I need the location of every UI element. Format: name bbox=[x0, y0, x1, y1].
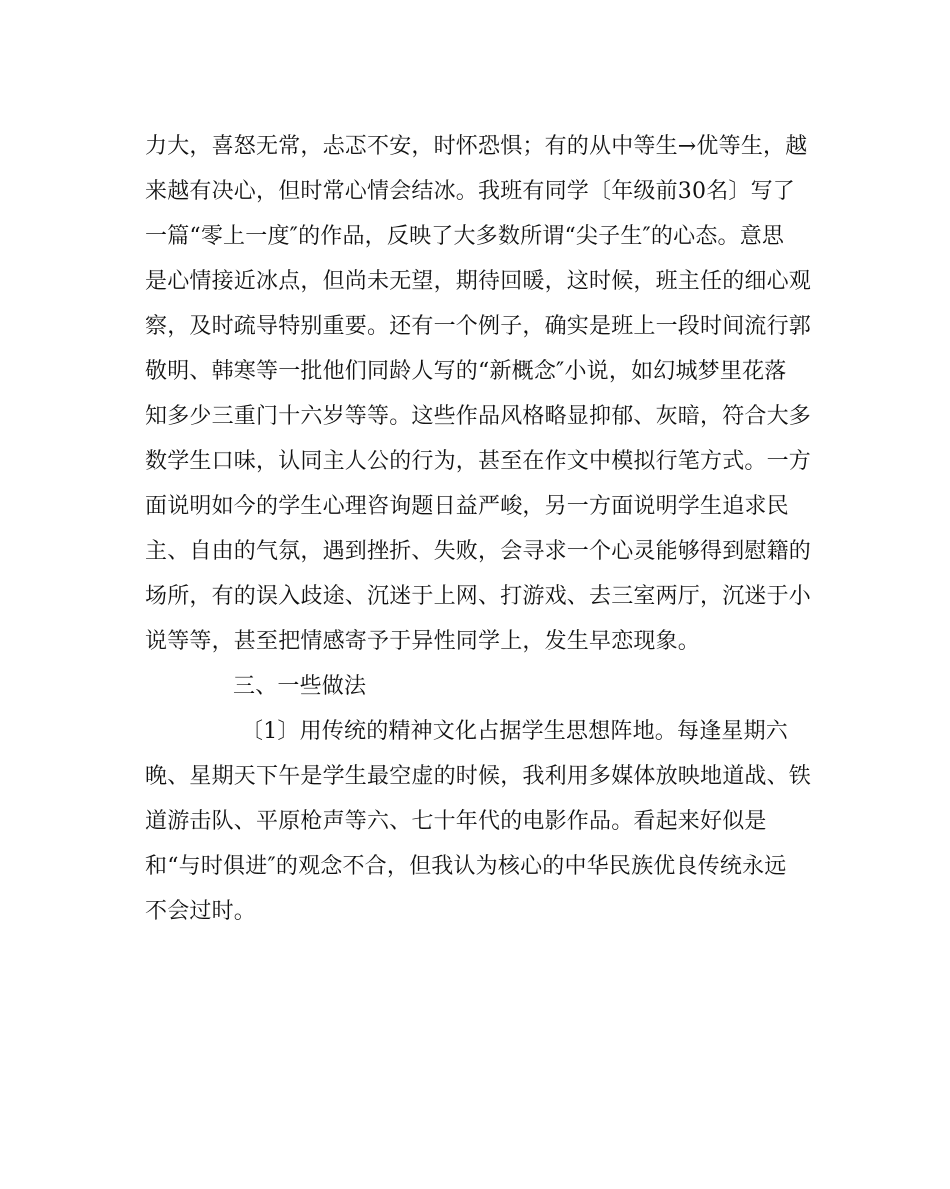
document-body bbox=[145, 124, 815, 934]
paragraph-line: 和“与时俱进″的观念不合，但我认为核心的中华民族优良传统永远 bbox=[145, 854, 787, 879]
paragraph-line: 晚、星期天下午是学生最空虚的时候，我利用多媒体放映地道战、铁 bbox=[145, 764, 812, 789]
paragraph-line: 数学生口味，认同主人公的行为，甚至在作文中模拟行笔方式。一方 bbox=[145, 449, 812, 474]
paragraph-line: 知多少三重门十六岁等等。这些作品风格略显抑郁、灰暗，符合大多 bbox=[145, 404, 812, 429]
paragraph-line: 力大，喜怒无常，忐忑不安，时怀恐惧；有的从中等生→优等生，越 bbox=[145, 134, 808, 159]
paragraph-line: 来越有决心，但时常心情会结冰。我班有同学〔年级前30名〕写了 bbox=[145, 179, 795, 204]
paragraph-line: 道游击队、平原枪声等六、七十年代的电影作品。看起来好似是 bbox=[145, 809, 767, 834]
paragraph-line: 察，及时疏导特别重要。还有一个例子，确实是班上一段时间流行郭 bbox=[145, 314, 812, 339]
paragraph-line: 主、自由的气氛，遇到挫折、失败，会寻求一个心灵能够得到慰籍的 bbox=[145, 539, 812, 564]
paragraph-line: 说等等，甚至把情感寄予于异性同学上，发生早恋现象。 bbox=[145, 629, 701, 654]
paragraph-line: 不会过时。 bbox=[145, 899, 257, 924]
paragraph-line: 是心情接近冰点，但尚未无望，期待回暖，这时候，班主任的细心观 bbox=[145, 269, 812, 294]
paragraph-line: 面说明如今的学生心理咨询题日益严峻，另一方面说明学生追求民 bbox=[145, 494, 789, 519]
paragraph-line: 敬明、韩寒等一批他们同龄人写的“新概念″小说，如幻城梦里花落 bbox=[145, 359, 787, 384]
paragraph-line: 场所，有的误入歧途、沉迷于上网、打游戏、去三室两厅，沉迷于小 bbox=[145, 584, 812, 609]
paragraph-line: 一篇“零上一度″的作品，反映了大多数所谓“尖子生″的心态。意思 bbox=[145, 224, 785, 249]
paragraph-line: 〔1〕用传统的精神文化占据学生思想阵地。每逢星期六 bbox=[241, 719, 788, 744]
section-heading: 三、一些做法 bbox=[233, 674, 367, 699]
